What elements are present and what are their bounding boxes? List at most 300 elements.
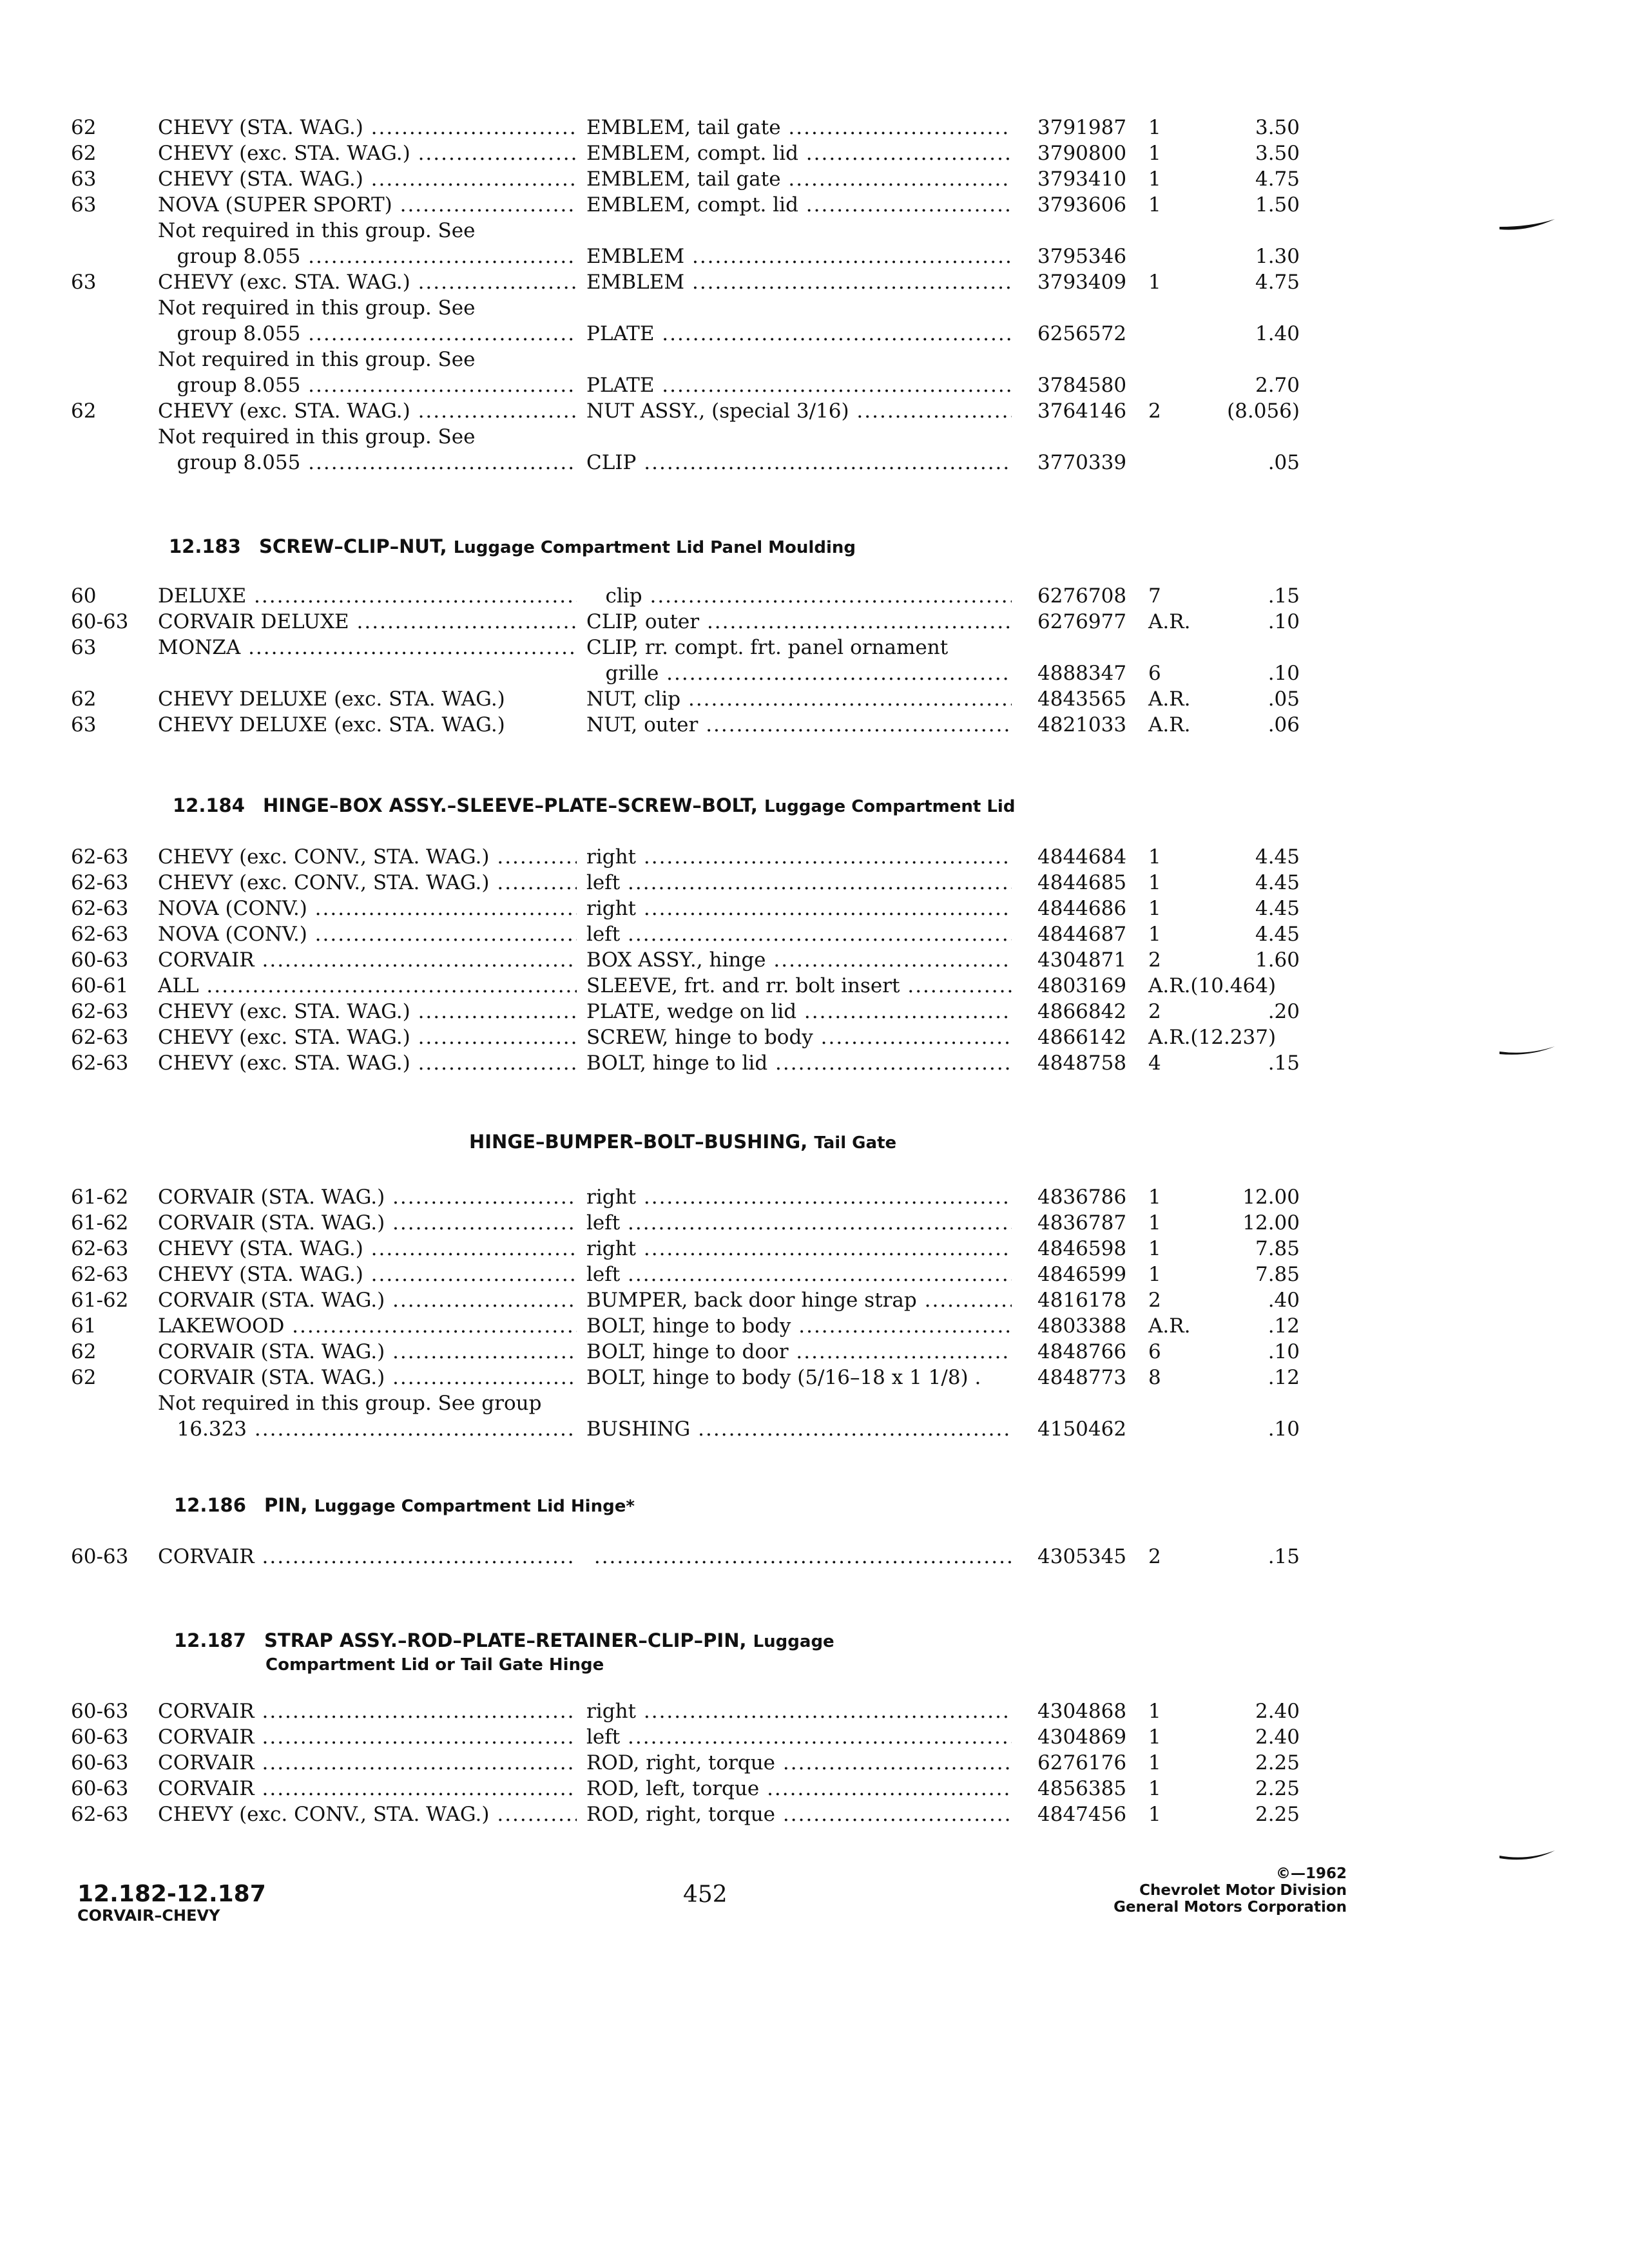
part-number-cell: 3795346: [1037, 245, 1127, 268]
quantity-cell: 1: [1148, 1211, 1161, 1235]
year-cell: 63: [71, 168, 97, 191]
description-cell: ROD, right, torque .....: [586, 1802, 1012, 1827]
year-cell: 62: [71, 1340, 97, 1363]
table-row: [71, 1050, 1353, 1076]
description-cell: CLIP .....: [586, 450, 1012, 476]
description-cell: BOLT, hinge to body (5/16–18 x 1 1/8) .: [586, 1366, 981, 1389]
part-number-cell: 4304871: [1037, 948, 1127, 972]
model-cell: CORVAIR .....: [158, 947, 577, 973]
description-cell: left .....: [586, 1210, 1012, 1236]
table-row: [71, 140, 1353, 166]
part-number-cell: 4844686: [1037, 897, 1127, 920]
table-row: [71, 218, 1353, 244]
model-cell: CHEVY (exc. STA. WAG.) .....: [158, 1050, 577, 1076]
model-cell: Not required in this group. See: [158, 219, 476, 242]
part-number-cell: 4856385: [1037, 1777, 1127, 1800]
year-cell: 63: [71, 636, 97, 659]
description-cell: right .....: [586, 1236, 1012, 1262]
description-cell: SLEEVE, frt. and rr. bolt insert .....: [586, 973, 1012, 999]
model-cell: CORVAIR .....: [158, 1724, 577, 1750]
table-row: [71, 244, 1353, 269]
quantity-cell: 1: [1148, 845, 1161, 869]
quantity-cell: A.R.(12.237): [1148, 1026, 1277, 1049]
quantity-cell: 1: [1148, 193, 1161, 216]
table-row: [71, 896, 1353, 921]
footer-section-range: [77, 1881, 266, 1924]
table-row: [71, 1724, 1353, 1750]
part-number-cell: 4150462: [1037, 1418, 1127, 1441]
table-row: [71, 269, 1353, 295]
table-row: [71, 1544, 1353, 1570]
section-heading-12-187: [174, 1629, 834, 1677]
part-number-cell: 4304868: [1037, 1700, 1127, 1723]
part-number-cell: 4844684: [1037, 845, 1127, 869]
description-cell: BOLT, hinge to door .....: [586, 1339, 1012, 1365]
quantity-cell: 2: [1148, 1545, 1161, 1568]
model-cell: LAKEWOOD .....: [158, 1313, 577, 1339]
table-row: [71, 1287, 1353, 1313]
copyright: ©—1962: [1275, 1865, 1347, 1882]
part-number-cell: 4848758: [1037, 1052, 1127, 1075]
section-number: 12.187: [174, 1629, 246, 1651]
description-cell: NUT ASSY., (special 3/16) .....: [586, 398, 1012, 424]
part-number-cell: 4836786: [1037, 1186, 1127, 1209]
description-cell: left .....: [586, 1262, 1012, 1287]
table-row: [71, 947, 1353, 973]
table-row: [71, 870, 1353, 896]
part-number-cell: 4848773: [1037, 1366, 1127, 1389]
year-cell: 61-62: [71, 1211, 129, 1235]
quantity-cell: 7: [1148, 584, 1161, 608]
model-cell: group 8.055 .....: [158, 372, 577, 398]
model-cell: Not required in this group. See: [158, 296, 476, 320]
price-cell: 2.70: [1255, 374, 1300, 397]
table-row: [71, 321, 1353, 347]
model-cell: CHEVY DELUXE (exc. STA. WAG.): [158, 687, 505, 711]
description-cell: right .....: [586, 1698, 1012, 1724]
year-cell: 62: [71, 687, 97, 711]
part-number-cell: 3770339: [1037, 451, 1127, 474]
model-cell: CORVAIR (STA. WAG.) .....: [158, 1339, 577, 1365]
model-cell: CHEVY (exc. STA. WAG.) .....: [158, 140, 577, 166]
section-subtitle: Tail Gate: [814, 1133, 897, 1153]
table-row: [71, 295, 1353, 321]
section-12-186-rows: [71, 1544, 1353, 1570]
model-cell: CHEVY DELUXE (exc. STA. WAG.): [158, 713, 505, 736]
price-cell: 2.25: [1255, 1777, 1300, 1800]
model-cell: group 8.055 .....: [158, 321, 577, 347]
publisher-line-1: Chevrolet Motor Division: [1139, 1882, 1347, 1899]
price-cell: .15: [1268, 584, 1300, 608]
price-cell: 4.45: [1255, 871, 1300, 894]
model-cell: group 8.055 .....: [158, 244, 577, 269]
part-number-cell: 3793606: [1037, 193, 1127, 216]
quantity-cell: 1: [1148, 871, 1161, 894]
table-row: [71, 166, 1353, 192]
year-cell: 63: [71, 193, 97, 216]
model-cell: CHEVY (exc. STA. WAG.) .....: [158, 398, 577, 424]
year-cell: 60-63: [71, 1725, 129, 1749]
quantity-cell: 4: [1148, 1052, 1161, 1075]
quantity-cell: 1: [1148, 1777, 1161, 1800]
price-cell: .10: [1268, 1340, 1300, 1363]
description-cell: NUT, outer .....: [586, 712, 1012, 738]
quantity-cell: A.R.(10.464): [1148, 974, 1277, 997]
binder-mark-icon: [1498, 1044, 1556, 1059]
section-subtitle: Luggage: [753, 1632, 834, 1651]
model-cell: group 8.055 .....: [158, 450, 577, 476]
price-cell: 4.75: [1255, 271, 1300, 294]
section-title: HINGE–BOX ASSY.–SLEEVE–PLATE–SCREW–BOLT,: [263, 794, 758, 816]
quantity-cell: 2: [1148, 1289, 1161, 1312]
table-row: [71, 115, 1353, 140]
section-12-184-rows: [71, 844, 1353, 1076]
part-number-cell: 4888347: [1037, 662, 1127, 685]
price-cell: 7.85: [1255, 1237, 1300, 1260]
part-number-cell: 4836787: [1037, 1211, 1127, 1235]
section-heading-tail-gate-hinge: [469, 1130, 896, 1155]
table-row: [71, 999, 1353, 1024]
price-cell: 2.25: [1255, 1751, 1300, 1774]
part-number-cell: 3791987: [1037, 116, 1127, 139]
model-cell: CHEVY (exc. CONV., STA. WAG.) .....: [158, 1802, 577, 1827]
description-cell: CLIP, rr. compt. frt. panel ornament: [586, 636, 949, 659]
table-row: [71, 1802, 1353, 1827]
section-12-187-rows: [71, 1698, 1353, 1827]
price-cell: .05: [1268, 687, 1300, 711]
table-row: [71, 450, 1353, 476]
quantity-cell: 6: [1148, 1340, 1161, 1363]
description-cell: CLIP, outer .....: [586, 609, 1012, 635]
quantity-cell: 2: [1148, 399, 1161, 423]
part-number-cell: 4844685: [1037, 871, 1127, 894]
model-cell: CHEVY (STA. WAG.) .....: [158, 1262, 577, 1287]
price-cell: .10: [1268, 610, 1300, 633]
table-row: [71, 844, 1353, 870]
model-cell: DELUXE .....: [158, 583, 577, 609]
table-row: [71, 347, 1353, 372]
price-cell: 1.60: [1255, 948, 1300, 972]
model-cell: CHEVY (exc. STA. WAG.) .....: [158, 999, 577, 1024]
part-number-cell: 4844687: [1037, 923, 1127, 946]
price-cell: 4.45: [1255, 897, 1300, 920]
price-cell: (8.056): [1227, 399, 1300, 423]
description-cell: BUMPER, back door hinge strap .....: [586, 1287, 1012, 1313]
quantity-cell: 1: [1148, 1751, 1161, 1774]
table-row: [71, 921, 1353, 947]
model-cell: MONZA .....: [158, 635, 577, 660]
year-cell: 61: [71, 1314, 97, 1338]
year-cell: 62: [71, 142, 97, 165]
description-cell: ROD, right, torque .....: [586, 1750, 1012, 1776]
part-number-cell: 4846598: [1037, 1237, 1127, 1260]
quantity-cell: A.R.: [1148, 1314, 1191, 1338]
quantity-cell: 1: [1148, 271, 1161, 294]
quantity-cell: A.R.: [1148, 713, 1191, 736]
section-12-182-rows: [71, 115, 1353, 476]
section-number: 12.186: [174, 1494, 246, 1516]
table-row: [71, 583, 1353, 609]
model-cell: CORVAIR (STA. WAG.) .....: [158, 1365, 577, 1390]
part-number-cell: 6256572: [1037, 322, 1127, 345]
model-cell: CORVAIR (STA. WAG.) .....: [158, 1287, 577, 1313]
description-cell: EMBLEM .....: [586, 269, 1012, 295]
table-row: [71, 1390, 1353, 1416]
description-cell: EMBLEM .....: [586, 244, 1012, 269]
table-row: [71, 973, 1353, 999]
part-number-cell: 4803169: [1037, 974, 1127, 997]
quantity-cell: 1: [1148, 142, 1161, 165]
section-subtitle-continued: Compartment Lid or Tail Gate Hinge: [265, 1655, 604, 1675]
year-cell: 62: [71, 399, 97, 423]
year-cell: 60-63: [71, 1700, 129, 1723]
part-number-cell: 4803388: [1037, 1314, 1127, 1338]
model-cell: NOVA (CONV.) .....: [158, 921, 577, 947]
quantity-cell: 6: [1148, 662, 1161, 685]
part-number-cell: 3764146: [1037, 399, 1127, 423]
table-row: [71, 635, 1353, 660]
year-cell: 61-62: [71, 1289, 129, 1312]
part-number-cell: 3793409: [1037, 271, 1127, 294]
table-row: [71, 1184, 1353, 1210]
model-cell: Not required in this group. See group: [158, 1392, 542, 1415]
price-cell: 12.00: [1242, 1186, 1300, 1209]
year-cell: 60-63: [71, 1751, 129, 1774]
table-row: [71, 1236, 1353, 1262]
price-cell: .15: [1268, 1545, 1300, 1568]
description-cell: EMBLEM, tail gate .....: [586, 166, 1012, 192]
quantity-cell: 1: [1148, 1237, 1161, 1260]
model-cell: ALL .....: [158, 973, 577, 999]
model-cell: CORVAIR (STA. WAG.) .....: [158, 1184, 577, 1210]
part-number-cell: 3793410: [1037, 168, 1127, 191]
price-cell: .10: [1268, 662, 1300, 685]
part-number-cell: 4848766: [1037, 1340, 1127, 1363]
year-cell: 62-63: [71, 897, 129, 920]
quantity-cell: 1: [1148, 1700, 1161, 1723]
model-cell: CORVAIR .....: [158, 1698, 577, 1724]
part-number-cell: 4305345: [1037, 1545, 1127, 1568]
price-cell: .12: [1268, 1314, 1300, 1338]
table-row: [71, 609, 1353, 635]
quantity-cell: A.R.: [1148, 610, 1191, 633]
section-number: 12.184: [173, 794, 245, 816]
section-heading-12-184: [173, 794, 1015, 818]
section-subtitle: Luggage Compartment Lid Hinge*: [314, 1497, 635, 1516]
price-cell: 2.40: [1255, 1700, 1300, 1723]
price-cell: 1.50: [1255, 193, 1300, 216]
quantity-cell: 8: [1148, 1366, 1161, 1389]
part-number-cell: 4304869: [1037, 1725, 1127, 1749]
year-cell: 62-63: [71, 871, 129, 894]
table-row: [71, 398, 1353, 424]
quantity-cell: 1: [1148, 923, 1161, 946]
description-cell: [586, 1544, 1012, 1570]
price-cell: .10: [1268, 1418, 1300, 1441]
section-12-183-rows: [71, 583, 1353, 738]
description-cell: EMBLEM, compt. lid .....: [586, 140, 1012, 166]
section-title: SCREW–CLIP–NUT,: [259, 535, 447, 557]
year-cell: 62-63: [71, 1237, 129, 1260]
price-cell: 2.25: [1255, 1803, 1300, 1826]
model-cell: CORVAIR .....: [158, 1544, 577, 1570]
section-title: HINGE–BUMPER–BOLT–BUSHING,: [469, 1131, 808, 1153]
description-cell: left .....: [586, 1724, 1012, 1750]
footer-range: 12.182-12.187: [77, 1881, 266, 1907]
table-row: [71, 712, 1353, 738]
year-cell: 60-63: [71, 610, 129, 633]
footer-publisher: [1095, 1865, 1347, 1916]
description-cell: grille .....: [586, 660, 1012, 686]
quantity-cell: 2: [1148, 1000, 1161, 1023]
year-cell: 62-63: [71, 923, 129, 946]
table-row: [71, 1365, 1353, 1390]
price-cell: 4.45: [1255, 923, 1300, 946]
part-number-cell: 4866142: [1037, 1026, 1127, 1049]
quantity-cell: 1: [1148, 897, 1161, 920]
price-cell: .12: [1268, 1366, 1300, 1389]
price-cell: .06: [1268, 713, 1300, 736]
table-row: [71, 372, 1353, 398]
description-cell: BUSHING .....: [586, 1416, 1012, 1442]
model-cell: NOVA (SUPER SPORT) .....: [158, 192, 577, 218]
year-cell: 62-63: [71, 1000, 129, 1023]
table-row: [71, 1416, 1353, 1442]
description-cell: BOLT, hinge to body .....: [586, 1313, 1012, 1339]
model-cell: NOVA (CONV.) .....: [158, 896, 577, 921]
section-heading-12-183: [169, 535, 856, 559]
year-cell: 60-63: [71, 948, 129, 972]
model-cell: CHEVY (exc. CONV., STA. WAG.) .....: [158, 870, 577, 896]
section-subtitle: Luggage Compartment Lid: [764, 797, 1016, 816]
description-cell: BOLT, hinge to lid .....: [586, 1050, 1012, 1076]
description-cell: NUT, clip .....: [586, 686, 1012, 712]
description-cell: PLATE, wedge on lid .....: [586, 999, 1012, 1024]
model-cell: CHEVY (exc. STA. WAG.) .....: [158, 269, 577, 295]
price-cell: 4.45: [1255, 845, 1300, 869]
year-cell: 62-63: [71, 845, 129, 869]
price-cell: 12.00: [1242, 1211, 1300, 1235]
price-cell: .20: [1268, 1000, 1300, 1023]
quantity-cell: 1: [1148, 1186, 1161, 1209]
model-cell: Not required in this group. See: [158, 425, 476, 448]
description-cell: right .....: [586, 896, 1012, 921]
part-number-cell: 4846599: [1037, 1263, 1127, 1286]
description-cell: left .....: [586, 870, 1012, 896]
price-cell: 3.50: [1255, 116, 1300, 139]
table-row: [71, 424, 1353, 450]
table-row: [71, 1024, 1353, 1050]
price-cell: 3.50: [1255, 142, 1300, 165]
model-cell: Not required in this group. See: [158, 348, 476, 371]
model-cell: CHEVY (STA. WAG.) .....: [158, 115, 577, 140]
model-cell: CORVAIR .....: [158, 1776, 577, 1802]
binder-mark-icon: [1498, 1849, 1556, 1865]
description-cell: EMBLEM, compt. lid .....: [586, 192, 1012, 218]
model-cell: CORVAIR DELUXE .....: [158, 609, 577, 635]
section-title: PIN,: [264, 1494, 308, 1516]
table-row: [71, 1776, 1353, 1802]
quantity-cell: 1: [1148, 1263, 1161, 1286]
table-row: [71, 686, 1353, 712]
model-cell: CHEVY (exc. STA. WAG.) .....: [158, 1024, 577, 1050]
description-cell: EMBLEM, tail gate .....: [586, 115, 1012, 140]
part-number-cell: 4866842: [1037, 1000, 1127, 1023]
model-cell: CORVAIR (STA. WAG.) .....: [158, 1210, 577, 1236]
price-cell: 1.30: [1255, 245, 1300, 268]
year-cell: 62-63: [71, 1026, 129, 1049]
quantity-cell: 1: [1148, 1725, 1161, 1749]
description-cell: ROD, left, torque .....: [586, 1776, 1012, 1802]
description-cell: PLATE .....: [586, 372, 1012, 398]
price-cell: 1.40: [1255, 322, 1300, 345]
description-cell: left .....: [586, 921, 1012, 947]
price-cell: .15: [1268, 1052, 1300, 1075]
table-row: [71, 192, 1353, 218]
description-cell: right .....: [586, 1184, 1012, 1210]
part-number-cell: 6276708: [1037, 584, 1127, 608]
year-cell: 62-63: [71, 1052, 129, 1075]
table-row: [71, 1262, 1353, 1287]
price-cell: 7.85: [1255, 1263, 1300, 1286]
description-cell: clip .....: [586, 583, 1012, 609]
year-cell: 60-61: [71, 974, 129, 997]
section-tail-gate-hinge-rows: [71, 1184, 1353, 1442]
part-number-cell: 4847456: [1037, 1803, 1127, 1826]
description-cell: right .....: [586, 844, 1012, 870]
year-cell: 60-63: [71, 1777, 129, 1800]
description-cell: SCREW, hinge to body .....: [586, 1024, 1012, 1050]
quantity-cell: 1: [1148, 168, 1161, 191]
table-row: [71, 1698, 1353, 1724]
year-cell: 62-63: [71, 1263, 129, 1286]
page-number: 452: [683, 1881, 728, 1908]
quantity-cell: 1: [1148, 116, 1161, 139]
quantity-cell: 2: [1148, 948, 1161, 972]
part-number-cell: 4843565: [1037, 687, 1127, 711]
table-row: [71, 1210, 1353, 1236]
part-number-cell: 3784580: [1037, 374, 1127, 397]
model-cell: CORVAIR .....: [158, 1750, 577, 1776]
table-row: [71, 660, 1353, 686]
publisher-line-2: General Motors Corporation: [1113, 1899, 1347, 1916]
section-number: 12.183: [169, 535, 241, 557]
year-cell: 61-62: [71, 1186, 129, 1209]
year-cell: 62: [71, 1366, 97, 1389]
model-cell: 16.323 .....: [158, 1416, 577, 1442]
table-row: [71, 1750, 1353, 1776]
description-cell: BOX ASSY., hinge .....: [586, 947, 1012, 973]
quantity-cell: A.R.: [1148, 687, 1191, 711]
year-cell: 62: [71, 116, 97, 139]
year-cell: 62-63: [71, 1803, 129, 1826]
price-cell: .40: [1268, 1289, 1300, 1312]
year-cell: 63: [71, 713, 97, 736]
section-subtitle: Luggage Compartment Lid Panel Moulding: [453, 538, 856, 557]
part-number-cell: 6276977: [1037, 610, 1127, 633]
price-cell: 2.40: [1255, 1725, 1300, 1749]
binder-mark-icon: [1498, 218, 1556, 233]
part-number-cell: 3790800: [1037, 142, 1127, 165]
table-row: [71, 1313, 1353, 1339]
section-heading-12-186: [174, 1494, 635, 1518]
part-number-cell: 4821033: [1037, 713, 1127, 736]
model-cell: CHEVY (exc. CONV., STA. WAG.) .....: [158, 844, 577, 870]
quantity-cell: 1: [1148, 1803, 1161, 1826]
table-row: [71, 1339, 1353, 1365]
footer-series: CORVAIR–CHEVY: [77, 1907, 220, 1925]
price-cell: 4.75: [1255, 168, 1300, 191]
